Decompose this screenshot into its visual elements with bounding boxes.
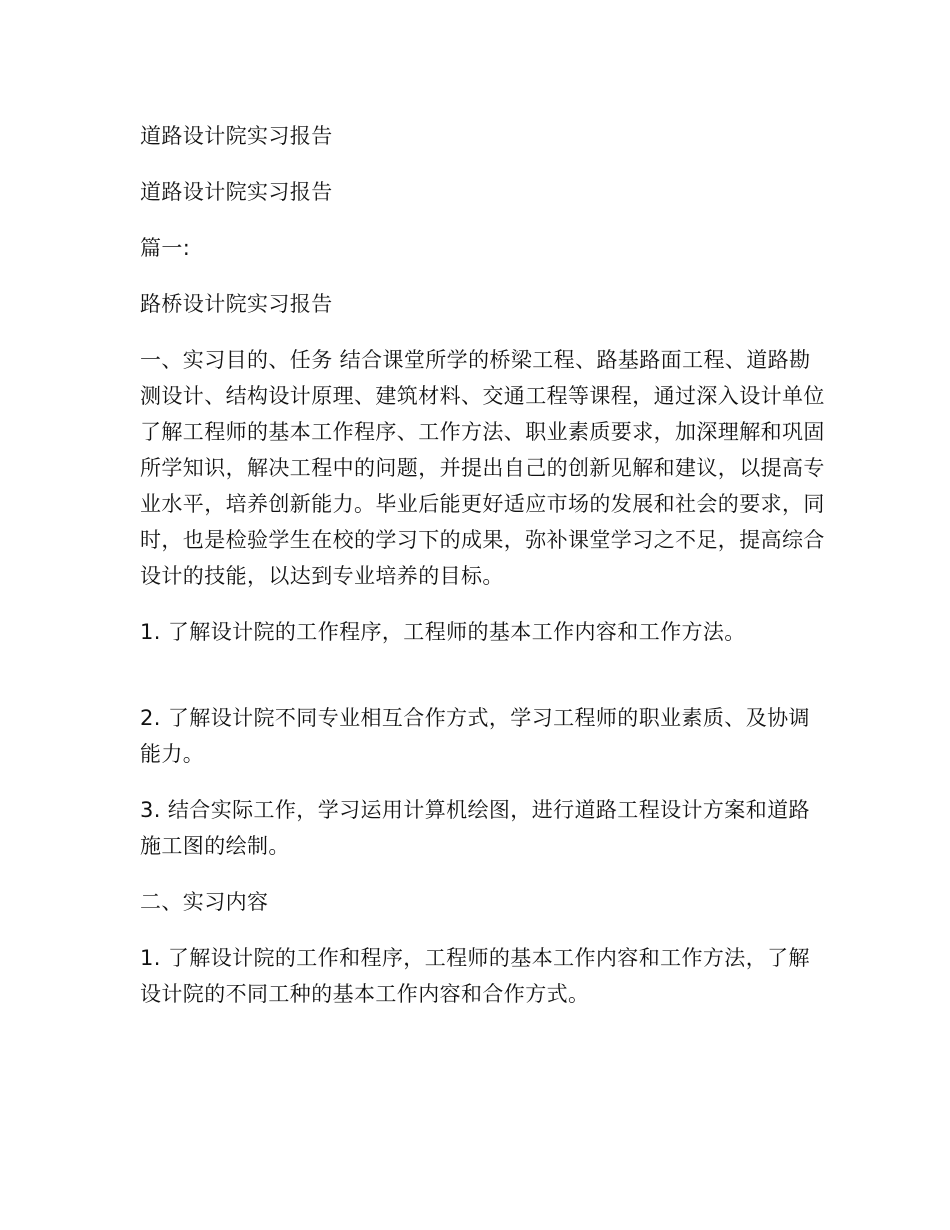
section2-heading: 二、实习内容 [140, 890, 269, 914]
document-body [140, 118, 830, 1032]
section2-item-1: 1. 了解设计院的工作和程序，工程师的基本工作内容和工作方法，了解设计院的不同工种的基本工作内容和合作方式。 [140, 946, 810, 1006]
section1-item-3: 3. 结合实际工作，学习运用计算机绘图，进行道路工程设计方案和道路施工图的绘制。 [140, 798, 810, 858]
section1-item-1: 1. 了解设计院的工作程序，工程师的基本工作内容和工作方法。 [140, 620, 746, 644]
document-title: 道路设计院实习报告 [140, 124, 333, 148]
document-subtitle: 道路设计院实习报告 [140, 180, 333, 204]
report-title: 路桥设计院实习报告 [140, 292, 333, 316]
section1-paragraph: 一、实习目的、任务 结合课堂所学的桥梁工程、路基路面工程、道路勘测设计、结构设计原理、建筑材料、交通工程等课程，通过深入设计单位了解工程师的基本工作程序、工作方法、职业素质要求，加深理解和巩固所学知识，解决工程中的问题，并提出自己的创新见解和建议，以提高专业水平，培养创新能力。毕业后能更好适应市场的发展和社会的要求，同时，也是检验学生在校的学习下的成果，弥补课堂学习之不足，提高综合设计的技能，以达到专业培养的目标。 [140, 348, 825, 588]
part-label: 篇一: [140, 236, 191, 260]
section1-item-2: 2. 了解设计院不同专业相互合作方式，学习工程师的职业素质、及协调能力。 [140, 706, 810, 766]
